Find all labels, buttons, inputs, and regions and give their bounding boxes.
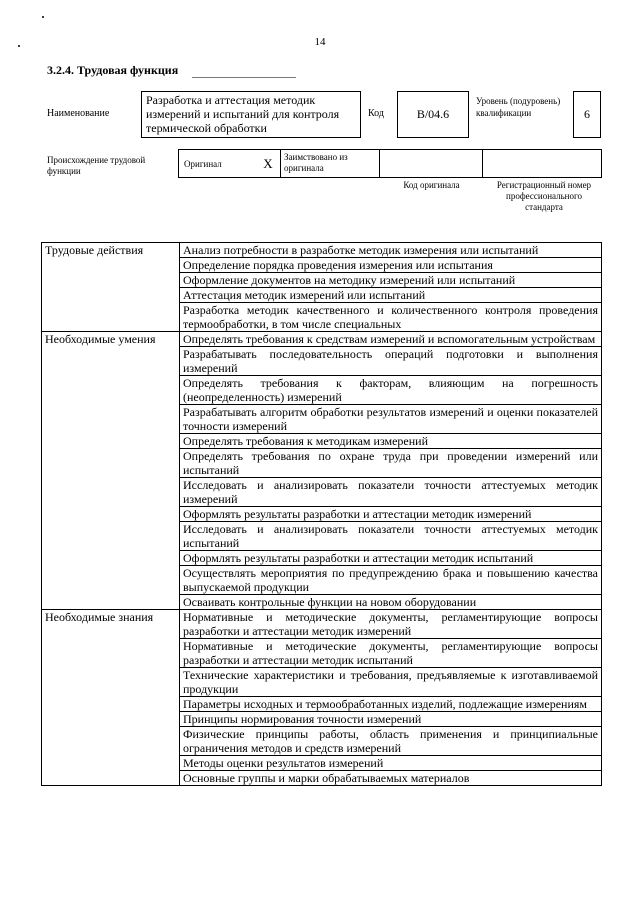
origin-reg-caption: Регистрационный номер профессионального стандарта [496, 180, 592, 212]
table-cell-item: Осваивать контрольные функции на новом оборудовании [180, 595, 602, 610]
table-cell-item: Оформлять результаты разработки и аттестации методик испытаний [180, 551, 602, 566]
table-cell-item: Определять требования по охране труда при проведении измерений или испытаний [180, 449, 602, 478]
table-cell-item: Основные группы и марки обрабатываемых материалов [180, 771, 602, 786]
origin-original-label: Оригинал [184, 158, 222, 169]
name-value: Разработка и аттестация методик измерений и испытаний для контроля термической обработки [141, 91, 361, 138]
section-label-skills: Необходимые умения [42, 332, 180, 610]
table-cell-item: Определять требования к методикам измерений [180, 434, 602, 449]
table-cell-item: Разработка методик качественного и количественного контроля проведения термообработки, в том числе специальных [180, 303, 602, 332]
name-label: Наименование [47, 108, 110, 119]
origin-reg-cell [483, 150, 601, 177]
table-cell-item: Определение порядка проведения измерения или испытания [180, 258, 602, 273]
table-cell-item: Разрабатывать алгоритм обработки результатов измерений и оценки показателей точности измерений [180, 405, 602, 434]
code-label: Код [368, 108, 384, 119]
table-cell-item: Нормативные и методические документы, регламентирующие вопросы разработки и аттестации методик испытаний [180, 639, 602, 668]
origin-original-mark: X [256, 150, 281, 177]
table-cell-item: Оформление документов на методику измерений или испытаний [180, 273, 602, 288]
table-cell-item: Принципы нормирования точности измерений [180, 712, 602, 727]
table-cell-item: Нормативные и методические документы, регламентирующие вопросы разработки и аттестации методик измерений [180, 610, 602, 639]
section-title: 3.2.4. Трудовая функция [47, 63, 179, 77]
origin-code-caption: Код оригинала [403, 180, 460, 190]
section-title-rule [192, 77, 296, 78]
table-cell-item: Методы оценки результатов измерений [180, 756, 602, 771]
table-cell-item: Оформлять результаты разработки и аттестации методик измерений [180, 507, 602, 522]
section-label-actions: Трудовые действия [42, 243, 180, 332]
level-value: 6 [573, 91, 601, 138]
table-cell-item: Исследовать и анализировать показатели точности аттестуемых методик испытаний [180, 522, 602, 551]
table-cell-item: Определять требования к факторам, влияющим на погрешность (неопределенность) измерений [180, 376, 602, 405]
code-value: B/04.6 [397, 91, 469, 138]
table-cell-item: Параметры исходных и термообработанных изделий, подлежащие измерениям [180, 697, 602, 712]
table-cell-item: Разрабатывать последовательность операций подготовки и выполнения измерений [180, 347, 602, 376]
table-cell-item: Осуществлять мероприятия по предупреждению брака и повышению качества выпускаемой продукции [180, 566, 602, 595]
table-row [42, 332, 602, 347]
origin-row [178, 149, 602, 178]
table-cell-item: Определять требования к средствам измерений и вспомогательным устройствам [180, 332, 602, 347]
table-row [42, 243, 602, 258]
table-cell-item: Аттестация методик измерений или испытаний [180, 288, 602, 303]
table-cell-item: Физические принципы работы, область применения и принципиальные ограничения методов и средств измерений [180, 727, 602, 756]
functions-table [41, 242, 602, 786]
section-label-knowledge: Необходимые знания [42, 610, 180, 786]
table-cell-item: Анализ потребности в разработке методик измерения или испытаний [180, 243, 602, 258]
table-cell-item: Исследовать и анализировать показатели точности аттестуемых методик измерений [180, 478, 602, 507]
origin-borrowed-label: Заимствовано из оригинала [281, 150, 380, 177]
origin-label: Происхождение трудовой функции [47, 155, 146, 176]
table-row [42, 610, 602, 639]
page-number: 14 [314, 36, 326, 48]
scan-speck [42, 16, 44, 18]
origin-code-cell [380, 150, 483, 177]
level-label: Уровень (подуровень) квалификации [476, 96, 561, 118]
table-cell-item: Технические характеристики и требования, предъявляемые к изготавливаемой продукции [180, 668, 602, 697]
